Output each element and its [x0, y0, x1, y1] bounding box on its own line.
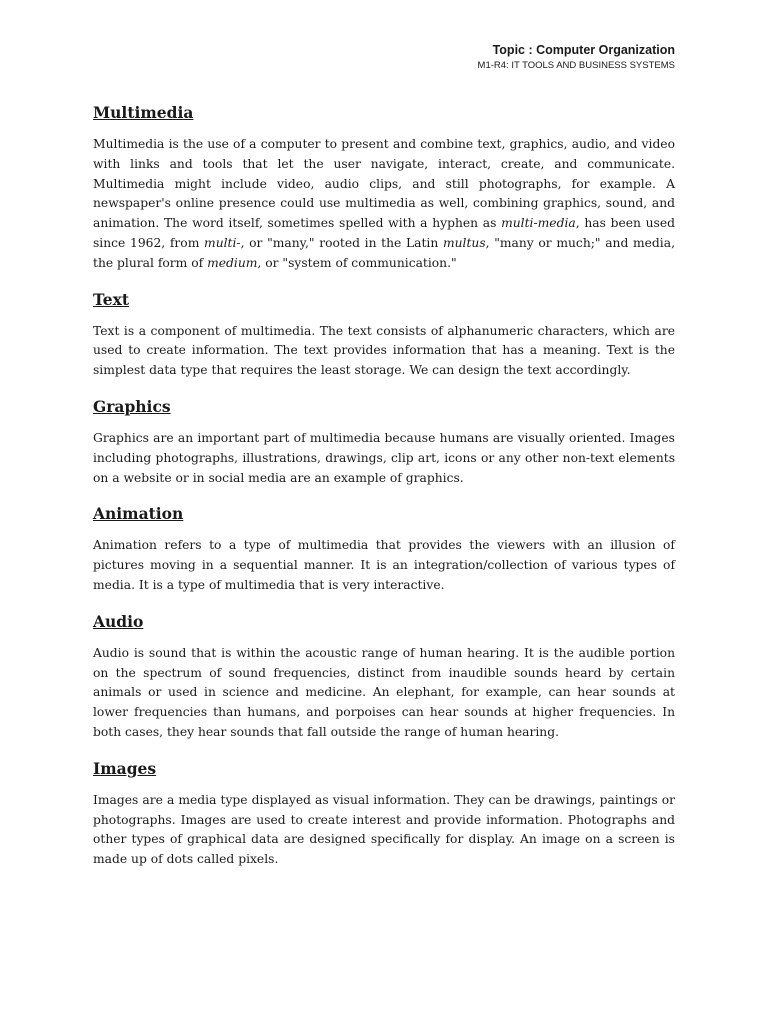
section-heading-animation: Animation: [93, 504, 184, 524]
page-header: [93, 42, 675, 73]
header-topic: Topic : Computer Organization: [492, 43, 675, 57]
italic-term: multi-: [204, 235, 241, 250]
section-heading-audio: Audio: [93, 611, 144, 631]
section-heading-images: Images: [93, 758, 157, 778]
section-paragraph-graphics: [93, 429, 675, 488]
text-run: Images are a media type displayed as visual information. They can be drawings, paintings or photographs. Images are used to create interest and provide information. Photographs and other types of graphical data are designed specifically for display. An image on a screen is made up of dots called pixels.: [93, 792, 675, 867]
section-paragraph-text: [93, 322, 675, 381]
text-run: , "many or much;" and media, the plural form of: [93, 235, 675, 270]
text-run: Audio is sound that is within the acoustic range of human hearing. It is the audible portion on the spectrum of sound frequencies, distinct from inaudible sounds heard by certain animals or used in science and medicine. An elephant, for example, can hear sounds at lower frequencies than humans, and porpoises can hear sounds at higher frequencies. In both cases, they hear sounds that fall outside the range of human hearing.: [93, 645, 675, 739]
text-run: Graphics are an important part of multimedia because humans are visually oriented. Images including photographs, illustrations, drawings, clip art, icons or any other non-text elements on a website or in social media are an example of graphics.: [93, 430, 675, 485]
section-heading-text: Text: [93, 289, 130, 309]
text-run: , or "many," rooted in the Latin: [240, 235, 443, 250]
italic-term: medium: [207, 255, 258, 270]
text-run: , has been used since 1962, from: [93, 216, 675, 250]
section-heading-multimedia: Multimedia: [93, 103, 194, 122]
document-body: [93, 103, 675, 870]
text-run: , or "system of communication.": [257, 255, 457, 270]
section-paragraph-animation: [93, 536, 675, 595]
document-page: [93, 42, 675, 886]
header-course: M1-R4: IT TOOLS AND BUSINESS SYSTEMS: [477, 60, 675, 71]
section-heading-graphics: Graphics: [93, 396, 171, 416]
text-run: Text is a component of multimedia. The text consists of alphanumeric characters, which are used to create information. The text provides information that has a meaning. Text is the simplest data type that requires the least storage. We can design the text accordingly.: [93, 323, 675, 378]
text-run: Animation refers to a type of multimedia that provides the viewers with an illusion of pictures moving in a sequential manner. It is an integration/collection of various types of media. It is a type of multimedia that is very interactive.: [93, 538, 675, 592]
section-paragraph-multimedia: [93, 135, 675, 274]
section-paragraph-audio: [93, 644, 675, 743]
italic-term: multi-media: [501, 216, 576, 231]
section-paragraph-images: [93, 791, 675, 870]
text-run: Multimedia is the use of a computer to present and combine text, graphics, audio, and video with links and tools that let the user navigate, interact, create, and communicate. Multimedia might include video, audio clips, and still photographs, for example. A newspaper's online presence could use multimedia as well, combining graphics, sound, and animation. The word itself, sometimes spelled with a hyphen as: [93, 137, 675, 231]
italic-term: multus: [442, 235, 486, 250]
